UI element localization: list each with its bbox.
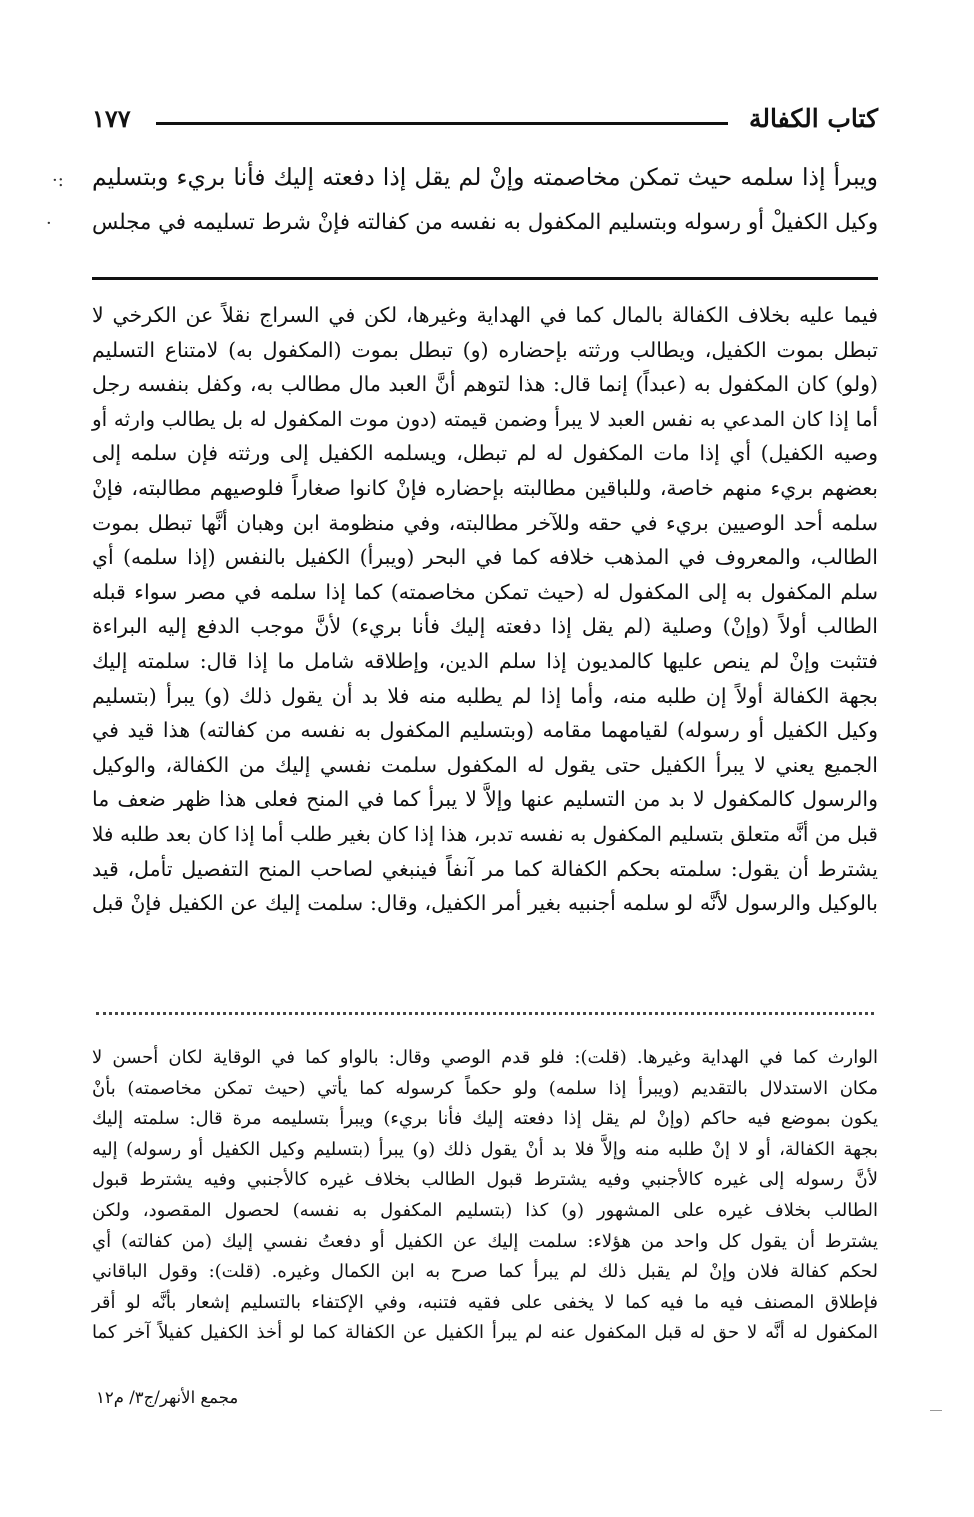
- main-line: وكيل الكفيلْ أو رسوله وبتسليم المكفول به نفسه من كفالته فإنْ شرط تسليمه في مجلس: [92, 210, 878, 235]
- main-line: ويبرأ إذا سلمه حيث تمكن مخاصمته وإنْ لم يقل إذا دفعته إليك فأنا بريء وبتسليم: [92, 163, 878, 191]
- footnote-separator: [96, 1012, 874, 1015]
- footnote-line: يشترط أن يقول كل واحد من هؤلاء: سلمت إليك عن الكفيل أو دفعتُ نفسي إليك (من كفالته) أي: [92, 1230, 878, 1252]
- footnote-line: فإطلاق المصنف فيه ما فيه كما لا يخفى على فقيه فتنبه، وفي الإكتفاء بالتسليم إشعار بأنَّه لو أقر: [92, 1291, 878, 1313]
- page-number: ١٧٧: [92, 104, 131, 133]
- commentary-line: تبطل بموت الكفيل، ويطالب ورثته بإحضاره (و) تبطل بموت (المكفول به) لامتناع التسليم: [92, 337, 878, 362]
- commentary-line: وكيل الكفيل أو رسوله) لقيامهما مقامه (وبتسليم المكفول به نفسه من كفالته) هذا قيد في: [92, 718, 878, 743]
- main-text-rule: [92, 277, 878, 280]
- commentary-line: والرسول كالمكفول لا بد من التسليم عنها وإلاَّ لا يبرأ كما في المنح فعلى هذا ظهر ضعف ما: [92, 787, 878, 812]
- commentary-line: بالوكيل والرسول لأنَّه لو سلمه أجنبيه بغير أمر الكفيل، وقال: سلمت إليك عن الكفيل فإنْ قبل: [92, 891, 878, 916]
- page-header: [92, 100, 878, 140]
- commentary-line: قبل من أنَّه متعلق بتسليم المكفول به نفسه تدبر، هذا إذا كان بغير طلب أما إذا كان بعد طلبه فلا: [92, 821, 878, 846]
- commentary-line: أما إذا كان المدعي به نفس العبد لا يبرأ وضمن قيمته (دون موت المكفول له بل يطالب وارثه أو: [92, 406, 878, 431]
- margin-mark: ·:: [52, 170, 64, 191]
- commentary-line: بجهة الكفالة أولاً إن طلبه منه، وأما إذا لم يطلبه منه فلا بد أن يقول ذلك (و) يبرأ (بتسليم: [92, 683, 878, 708]
- commentary-line: سلم المكفول به إلى المكفول له (حيث تمكن مخاصمته) كما إذا سلمه في مصر سواء قبله: [92, 579, 878, 604]
- footnote-line: الطالب بخلاف غيره على المشهور (و) كذا (بتسليم المكفول به نفسه) لحصول المقصود، ولكن: [92, 1199, 878, 1221]
- commentary-line: الجميع يعني لا يبرأ الكفيل حتى يقول له المكفول سلمت نفسي إليك من الكفالة، والوكيل: [92, 752, 878, 777]
- commentary-line: يشترط أن يقول: سلمته بحكم الكفالة كما مر آنفاً فينبغي لصاحب المنح التفصيل تأمل، قيد: [92, 856, 878, 881]
- commentary-line: سلمه أحد الوصيين بريء في حقه وللآخر مطالبته، وفي منظومة ابن وهبان أنَّها تبطل بموت: [92, 510, 878, 535]
- footnote-line: لحكم كفالة فلان وإنْ لم يقبل ذلك لم يبرأ كما صرح به ابن الكمال وغيره. (قلت): وقول الباقاني: [92, 1261, 878, 1283]
- header-rule: [156, 122, 728, 125]
- margin-mark: ·: [46, 213, 52, 234]
- footnote-line: بجهة الكفالة، أو لا إنْ طلبه منه وإلاَّ فلا بد أنْ يقول ذلك (و) يبرأ (بتسليم وكيل الكفيل أو رسوله) إليه: [92, 1138, 878, 1160]
- margin-tick: [930, 1410, 942, 1411]
- commentary-line: الطالب أولاً (وإنْ) وصلية (لم يقل إذا دفعته إليك فأنا بريء) لأنَّ موجب الدفع إليه البراءة: [92, 614, 878, 639]
- footnote-line: الوارث كما في الهداية وغيرها. (قلت): فلو قدم الوصي وقال: بالواو كما في الوقاية لكان أحسن لا: [92, 1047, 878, 1068]
- main-text: [92, 155, 878, 245]
- footnote-line: المكفول له أنَّه لا حق له قبل المكفول عنه لم يبرأ الكفيل عن الكفالة كما لو أخذ الكفيل كفيلاً آخر كما: [92, 1322, 878, 1344]
- footnote-text: [92, 1043, 878, 1349]
- footnote-line: لأنَّ رسوله إلى غيره كالأجنبي وفيه يشترط قبول الطالب بخلاف غيره كالأجنبي وفيه يشترط قبول: [92, 1169, 878, 1191]
- book-title: كتاب الكفالة: [749, 104, 878, 133]
- commentary-line: الطالب، والمعروف في المذهب خلافه كما في البحر (ويبرأ) الكفيل بالنفس (إذا سلمه) أي: [92, 545, 878, 570]
- commentary-line: فيما عليه بخلاف الكفالة بالمال كما في الهداية وغيرها، لكن في السراج نقلاً عن الكرخي لا: [92, 303, 878, 327]
- commentary-line: (ولو) كان المكفول به (عبداً) إنما قال: هذا لتوهم أنَّ العبد مال مطالب به، وكفل بنفسه رجل: [92, 372, 878, 397]
- footnote-line: يكون بموضع فيه حاكم (وإنْ لم يقل إذا دفعته إليك فأنا بريء) ويبرأ بتسليمه مرة قال: سلمته إليك: [92, 1108, 878, 1130]
- commentary-line: فتثبت وإنْ لم ينص عليها كالمديون إذا سلم الدين، وإطلاقه شامل ما إذا قال: سلمته إليك: [92, 648, 878, 673]
- footnote-line: مكان الاستدلال بالتقديم (ويبرأ إذا سلمه) ولو حكماً كرسوله كما يأتي (حيث تمكن مخاصمته) بأنْ: [92, 1077, 878, 1099]
- signature-mark: مجمع الأنهر/ج٣/ م١٢: [96, 1388, 239, 1407]
- commentary-text: [92, 298, 878, 921]
- commentary-line: وصيه الكفيل) أي إذا مات المكفول له لم تبطل، ويسلمه الكفيل إلى ورثته فإن سلمه إلى: [92, 441, 878, 466]
- commentary-line: بعضهم بريء منهم خاصة، وللباقين مطالبته بإحضاره فإنْ كانوا صغاراً فلوصيهم مطالبته، فإنْ: [92, 475, 878, 500]
